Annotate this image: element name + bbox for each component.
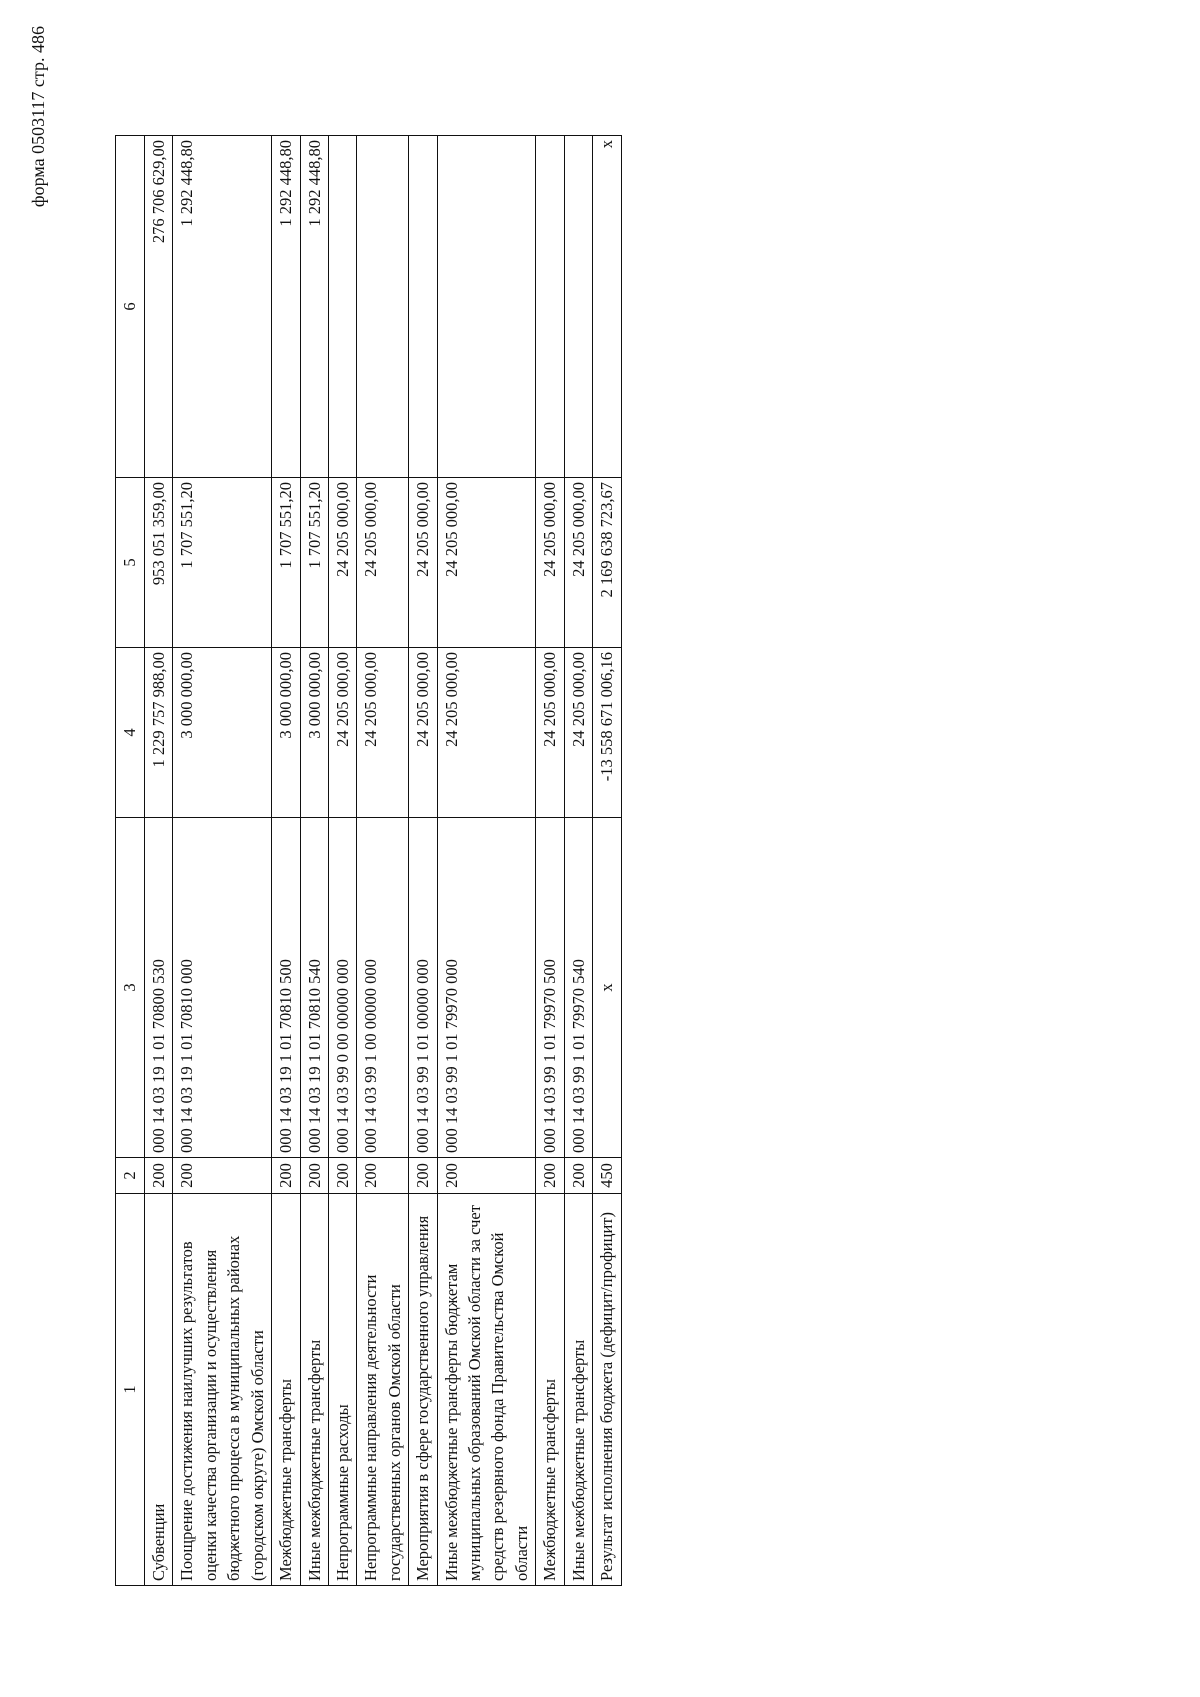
row-approved: 24 205 000,00 bbox=[409, 648, 437, 818]
table-row bbox=[272, 136, 300, 1586]
row-line-code: 200 bbox=[272, 1158, 300, 1194]
row-budget-code: 000 14 03 19 1 01 70800 530 bbox=[145, 818, 173, 1158]
table-row bbox=[173, 136, 272, 1586]
row-executed: 24 205 000,00 bbox=[357, 478, 409, 648]
row-unexecuted: 1 292 448,80 bbox=[272, 136, 300, 478]
row-unexecuted: 1 292 448,80 bbox=[173, 136, 272, 478]
row-line-code: 450 bbox=[593, 1158, 621, 1194]
row-budget-code: 000 14 03 19 1 01 70810 500 bbox=[272, 818, 300, 1158]
row-executed: 24 205 000,00 bbox=[437, 478, 536, 648]
row-line-code: 200 bbox=[409, 1158, 437, 1194]
table-row bbox=[357, 136, 409, 1586]
row-approved: 24 205 000,00 bbox=[357, 648, 409, 818]
form-label: форма 0503117 стр. 486 bbox=[28, 26, 48, 208]
row-unexecuted bbox=[437, 136, 536, 478]
row-name: Поощрение достижения наилучших результатов оценки качества организации и осуществления бюджетного процесса в муниципальных районах (городском округе) Омской области bbox=[173, 1194, 272, 1586]
row-line-code: 200 bbox=[564, 1158, 592, 1194]
row-name: Межбюджетные трансферты bbox=[272, 1194, 300, 1586]
row-name: Иные межбюджетные трансферты bbox=[300, 1194, 328, 1586]
table-row bbox=[409, 136, 437, 1586]
table-row bbox=[536, 136, 564, 1586]
row-approved: 3 000 000,00 bbox=[272, 648, 300, 818]
row-approved: 24 205 000,00 bbox=[437, 648, 536, 818]
table-row bbox=[328, 136, 356, 1586]
row-budget-code: 000 14 03 99 0 00 00000 000 bbox=[328, 818, 356, 1158]
row-unexecuted bbox=[357, 136, 409, 478]
row-budget-code: 000 14 03 19 1 01 70810 000 bbox=[173, 818, 272, 1158]
row-approved: 1 229 757 988,00 bbox=[145, 648, 173, 818]
row-budget-code: 000 14 03 19 1 01 70810 540 bbox=[300, 818, 328, 1158]
row-budget-code: 000 14 03 99 1 01 79970 540 bbox=[564, 818, 592, 1158]
col-header-2: 2 bbox=[116, 1158, 145, 1194]
row-budget-code: x bbox=[593, 818, 621, 1158]
row-name: Иные межбюджетные трансферты bbox=[564, 1194, 592, 1586]
row-line-code: 200 bbox=[357, 1158, 409, 1194]
row-line-code: 200 bbox=[145, 1158, 173, 1194]
col-header-1: 1 bbox=[116, 1194, 145, 1586]
row-executed: 24 205 000,00 bbox=[409, 478, 437, 648]
row-executed: 24 205 000,00 bbox=[328, 478, 356, 648]
col-header-6: 6 bbox=[116, 136, 145, 478]
row-unexecuted: x bbox=[593, 136, 621, 478]
row-line-code: 200 bbox=[173, 1158, 272, 1194]
table-body bbox=[116, 136, 622, 1586]
col-header-4: 4 bbox=[116, 648, 145, 818]
row-approved: 24 205 000,00 bbox=[536, 648, 564, 818]
row-approved: 3 000 000,00 bbox=[173, 648, 272, 818]
row-name: Непрограммные расходы bbox=[328, 1194, 356, 1586]
row-executed: 24 205 000,00 bbox=[564, 478, 592, 648]
table-row bbox=[437, 136, 536, 1586]
row-unexecuted bbox=[564, 136, 592, 478]
row-approved: -13 558 671 006,16 bbox=[593, 648, 621, 818]
row-name: Непрограммные направления деятельности государственных органов Омской области bbox=[357, 1194, 409, 1586]
row-name: Иные межбюджетные трансферты бюджетам муниципальных образований Омской области за счет средств резервного фонда Правительства Омской области bbox=[437, 1194, 536, 1586]
row-unexecuted bbox=[328, 136, 356, 478]
row-line-code: 200 bbox=[536, 1158, 564, 1194]
budget-table bbox=[115, 135, 622, 1586]
row-line-code: 200 bbox=[437, 1158, 536, 1194]
col-header-3: 3 bbox=[116, 818, 145, 1158]
row-executed: 24 205 000,00 bbox=[536, 478, 564, 648]
row-executed: 2 169 638 723,67 bbox=[593, 478, 621, 648]
table-header-row bbox=[116, 136, 145, 1586]
row-executed: 1 707 551,20 bbox=[173, 478, 272, 648]
table-row bbox=[593, 136, 621, 1586]
row-name: Межбюджетные трансферты bbox=[536, 1194, 564, 1586]
row-executed: 1 707 551,20 bbox=[272, 478, 300, 648]
row-budget-code: 000 14 03 99 1 01 00000 000 bbox=[409, 818, 437, 1158]
rotated-page bbox=[28, 26, 685, 1586]
row-unexecuted: 1 292 448,80 bbox=[300, 136, 328, 478]
row-budget-code: 000 14 03 99 1 00 00000 000 bbox=[357, 818, 409, 1158]
row-line-code: 200 bbox=[300, 1158, 328, 1194]
row-approved: 24 205 000,00 bbox=[328, 648, 356, 818]
col-header-5: 5 bbox=[116, 478, 145, 648]
row-budget-code: 000 14 03 99 1 01 79970 500 bbox=[536, 818, 564, 1158]
row-name: Результат исполнения бюджета (дефицит/профицит) bbox=[593, 1194, 621, 1586]
row-line-code: 200 bbox=[328, 1158, 356, 1194]
row-name: Субвенции bbox=[145, 1194, 173, 1586]
row-approved: 24 205 000,00 bbox=[564, 648, 592, 818]
row-executed: 1 707 551,20 bbox=[300, 478, 328, 648]
row-executed: 953 051 359,00 bbox=[145, 478, 173, 648]
table-row bbox=[564, 136, 592, 1586]
row-budget-code: 000 14 03 99 1 01 79970 000 bbox=[437, 818, 536, 1158]
table-row bbox=[145, 136, 173, 1586]
row-unexecuted bbox=[409, 136, 437, 478]
row-name: Мероприятия в сфере государственного управления bbox=[409, 1194, 437, 1586]
row-unexecuted bbox=[536, 136, 564, 478]
table-row bbox=[300, 136, 328, 1586]
row-unexecuted: 276 706 629,00 bbox=[145, 136, 173, 478]
row-approved: 3 000 000,00 bbox=[300, 648, 328, 818]
